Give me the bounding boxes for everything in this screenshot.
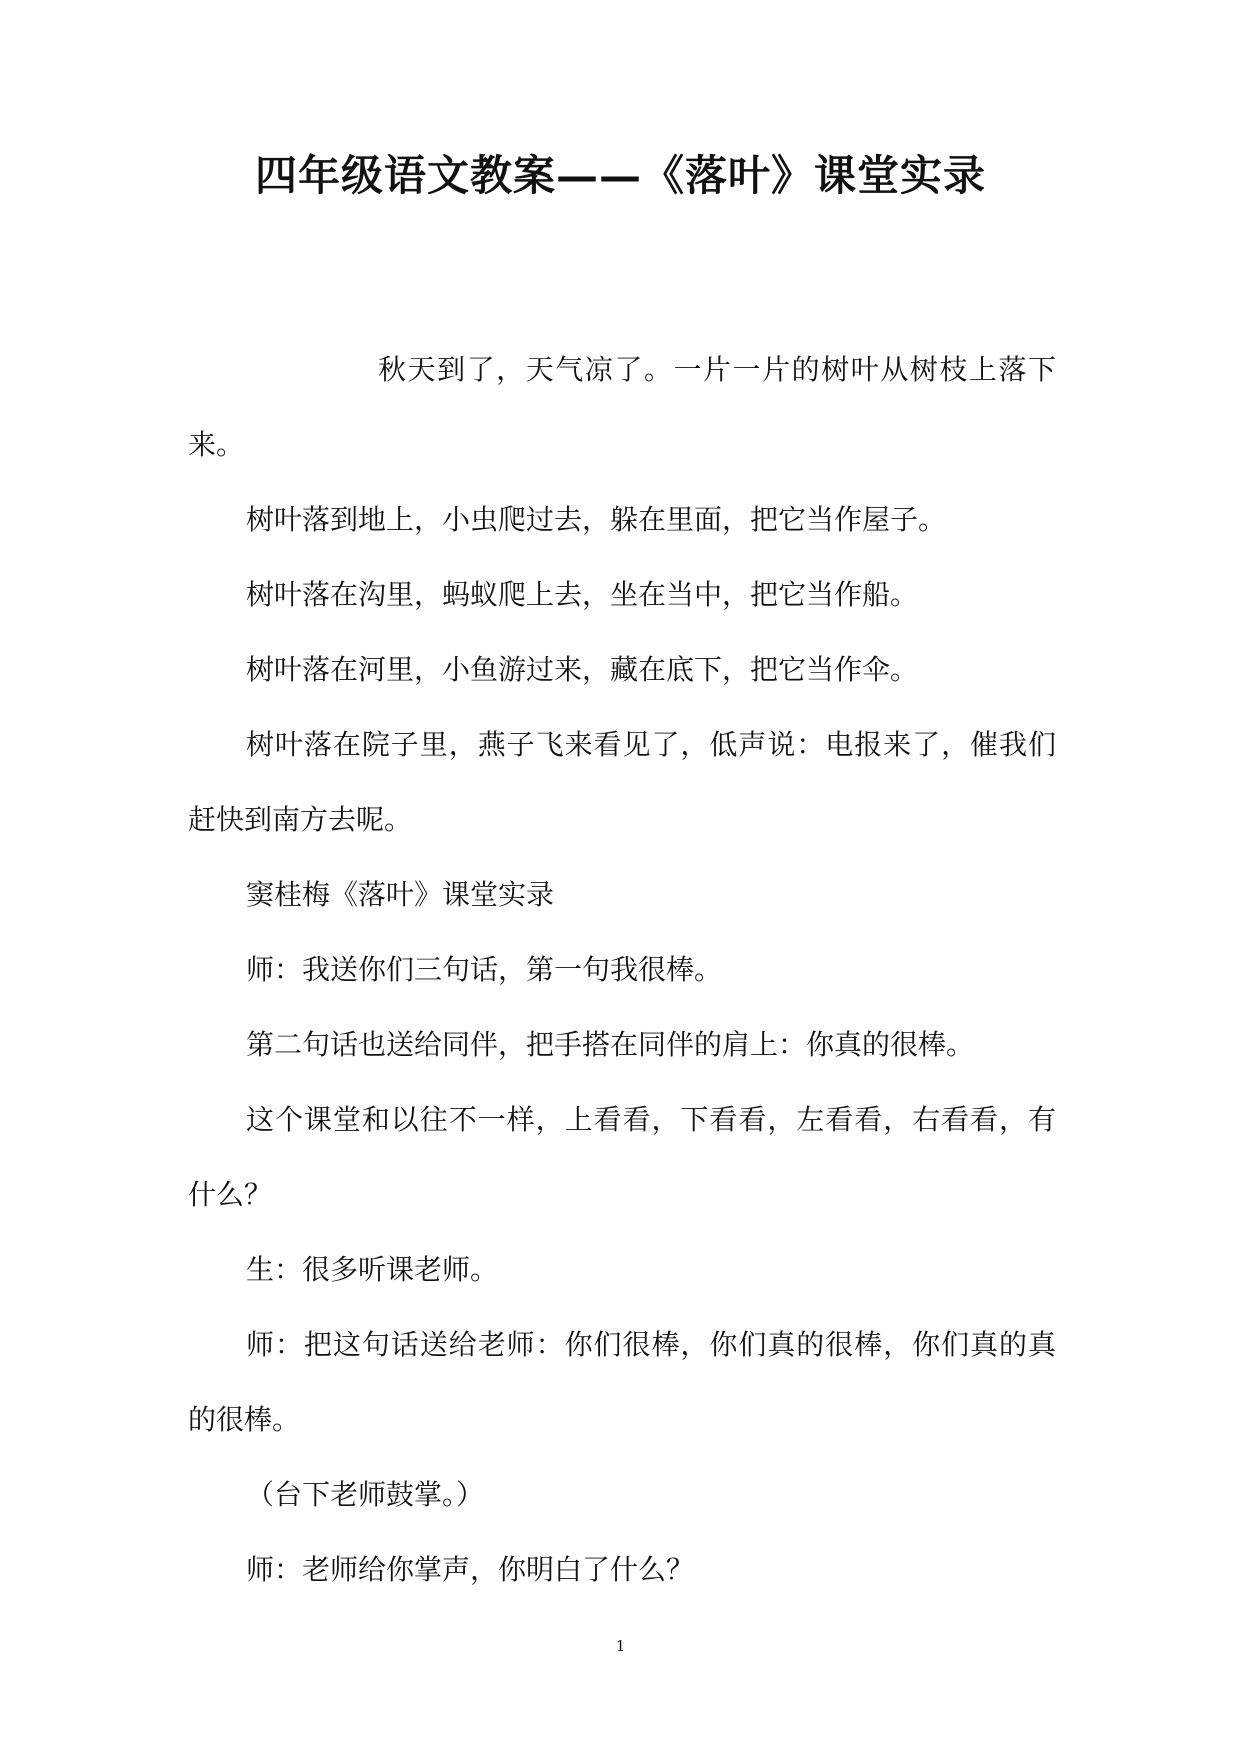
document-body (188, 332, 1056, 1607)
dialogue-line: 第二句话也送给同伴，把手搭在同伴的肩上：你真的很棒。 (246, 1028, 975, 1061)
paragraph-fish: 树叶落在河里，小鱼游过来，藏在底下，把它当作伞。 (246, 653, 919, 686)
section-heading: 窦桂梅《落叶》课堂实录 (246, 878, 555, 911)
paragraph-ant: 树叶落在沟里，蚂蚁爬上去，坐在当中，把它当作船。 (246, 578, 919, 611)
paragraph-autumn: 秋天到了，天气凉了。一片一片的树叶从树枝上落下来。 (188, 353, 1056, 461)
paragraph-swallow: 树叶落在院子里，燕子飞来看见了，低声说：电报来了，催我们赶快到南方去呢。 (188, 728, 1056, 836)
document-title: 四年级语文教案——《落叶》课堂实录 (254, 151, 986, 200)
dialogue-line: 师：老师给你掌声，你明白了什么？ (246, 1553, 695, 1586)
paragraph-insect: 树叶落到地上，小虫爬过去，躲在里面，把它当作屋子。 (246, 503, 947, 536)
stage-direction: （台下老师鼓掌。） (246, 1478, 485, 1511)
dialogue-line: 师：把这句话送给老师：你们很棒，你们真的很棒，你们真的真的很棒。 (188, 1328, 1056, 1436)
page-number: 1 (615, 1637, 626, 1655)
dialogue-line: 生：很多听课老师。 (246, 1253, 499, 1286)
dialogue-line: 师：我送你们三句话，第一句我很棒。 (246, 953, 723, 986)
dialogue-line: 这个课堂和以往不一样，上看看，下看看，左看看，右看看，有什么？ (188, 1103, 1056, 1211)
